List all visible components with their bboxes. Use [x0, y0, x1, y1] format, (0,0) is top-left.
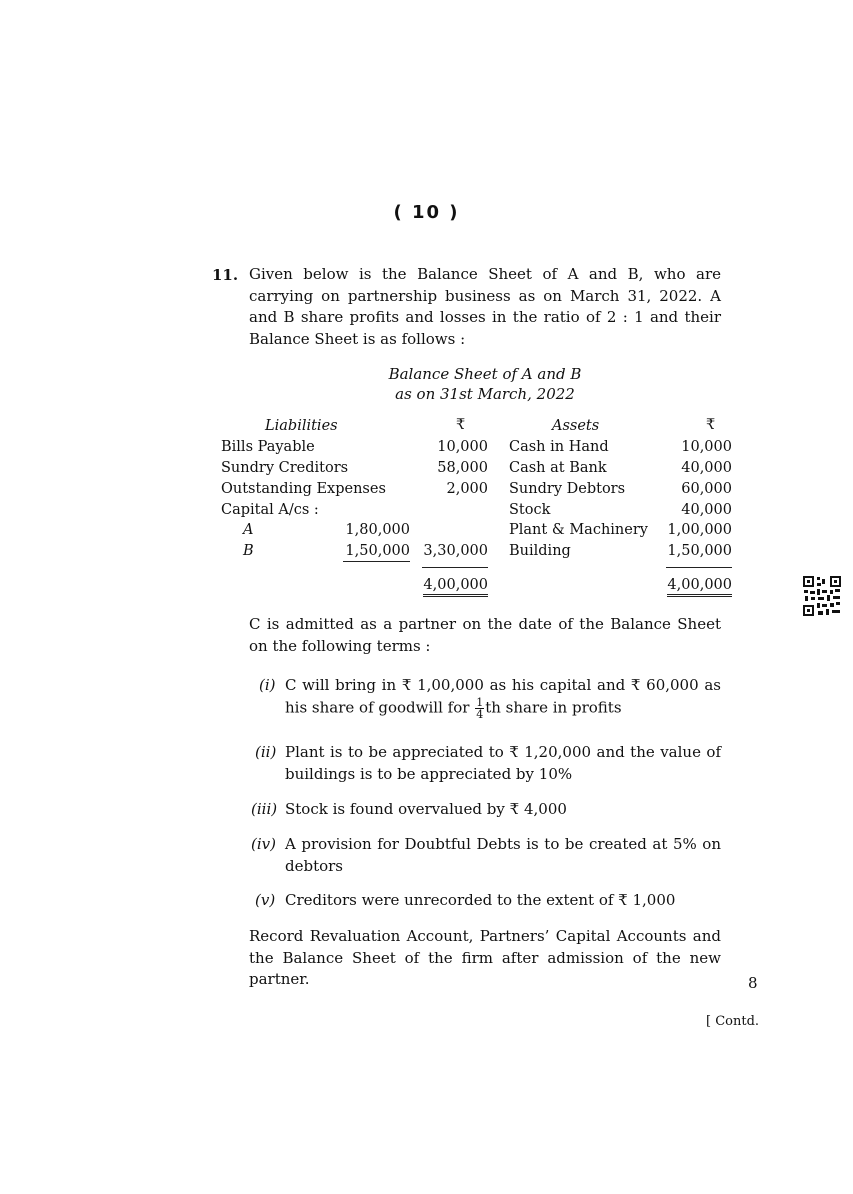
- capital-partner-amount: 1,50,000: [343, 543, 410, 562]
- asset-label: Stock: [509, 502, 551, 518]
- condition-number: (ii): [255, 743, 277, 761]
- condition-number: (iv): [251, 835, 276, 853]
- asset-amount: 60,000: [681, 481, 732, 497]
- condition-number: (v): [255, 891, 276, 909]
- asset-amount: 10,000: [681, 439, 732, 455]
- condition-number: (iii): [251, 800, 278, 818]
- fraction-numerator: 1: [476, 695, 484, 709]
- liabilities-currency-header: ₹: [456, 417, 466, 433]
- question-number: 11.: [212, 266, 239, 284]
- capital-partner-label: A: [243, 522, 254, 538]
- admission-intro: C is admitted as a partner on the date of the Balance Sheet on the following terms :: [249, 615, 721, 655]
- liability-label: Outstanding Expenses: [221, 481, 386, 497]
- capital-partner-amount: 1,80,000: [345, 522, 410, 538]
- liability-amount: 58,000: [437, 460, 488, 476]
- assets-currency-header: ₹: [706, 417, 716, 433]
- asset-amount: 1,00,000: [667, 522, 732, 538]
- asset-label: Cash at Bank: [509, 460, 607, 476]
- asset-label: Cash in Hand: [509, 439, 609, 455]
- liability-label: Bills Payable: [221, 439, 315, 455]
- asset-amount: 40,000: [681, 460, 732, 476]
- liabilities-header: Liabilities: [265, 418, 338, 434]
- condition-text-part: th share in profits: [485, 698, 622, 716]
- liability-label: Sundry Creditors: [221, 460, 349, 476]
- balance-sheet-title: Balance Sheet of A and B: [388, 365, 582, 383]
- condition-text-part: C will bring in ₹ 1,00,000 as his capital and ₹ 60,000 as his share of goodwill for: [285, 676, 721, 716]
- capital-total: 3,30,000: [423, 543, 488, 559]
- asset-amount: 40,000: [681, 502, 732, 518]
- page-number: ( 10 ): [393, 202, 460, 223]
- liability-amount: 10,000: [437, 439, 488, 455]
- capital-partner-label: B: [243, 543, 254, 559]
- balance-sheet-date: as on 31st March, 2022: [395, 385, 575, 403]
- fraction-denominator: 4: [476, 707, 484, 721]
- asset-label: Plant & Machinery: [509, 522, 648, 538]
- asset-label: Building: [509, 543, 571, 559]
- liabilities-total-value: 4,00,000: [423, 577, 488, 597]
- qr-code-icon: [803, 576, 841, 616]
- condition-text: A provision for Doubtful Debts is to be created at 5% on debtors: [285, 835, 721, 875]
- asset-label: Sundry Debtors: [509, 481, 626, 497]
- asset-amount: 1,50,000: [667, 543, 732, 559]
- fraction: [475, 697, 484, 720]
- liability-amount: 2,000: [446, 481, 488, 497]
- condition-text: Stock is found overvalued by ₹ 4,000: [285, 800, 567, 818]
- assets-total: [666, 567, 732, 593]
- marks: 8: [748, 974, 758, 992]
- liabilities-total: [422, 567, 488, 593]
- condition-text: Creditors were unrecorded to the extent of ₹ 1,000: [285, 891, 676, 909]
- condition-number: (i): [259, 676, 276, 694]
- condition-text: [285, 675, 721, 720]
- final-instruction: Record Revaluation Account, Partners’ Capital Accounts and the Balance Sheet of the firm after admission of the new partner.: [249, 927, 721, 988]
- contd-label: [ Contd.: [706, 1014, 760, 1029]
- condition-text: Plant is to be appreciated to ₹ 1,20,000 and the value of buildings is to be appreciated by 10%: [285, 743, 721, 783]
- liability-label: Capital A/cs :: [221, 502, 319, 518]
- question-intro: Given below is the Balance Sheet of A and B, who are carrying on partnership business as on March 31, 2022. A and B share profits and losses in the ratio of 2 : 1 and their Balance Sheet is as follows :: [249, 265, 721, 348]
- assets-total-value: 4,00,000: [667, 577, 732, 597]
- assets-header: Assets: [552, 418, 600, 434]
